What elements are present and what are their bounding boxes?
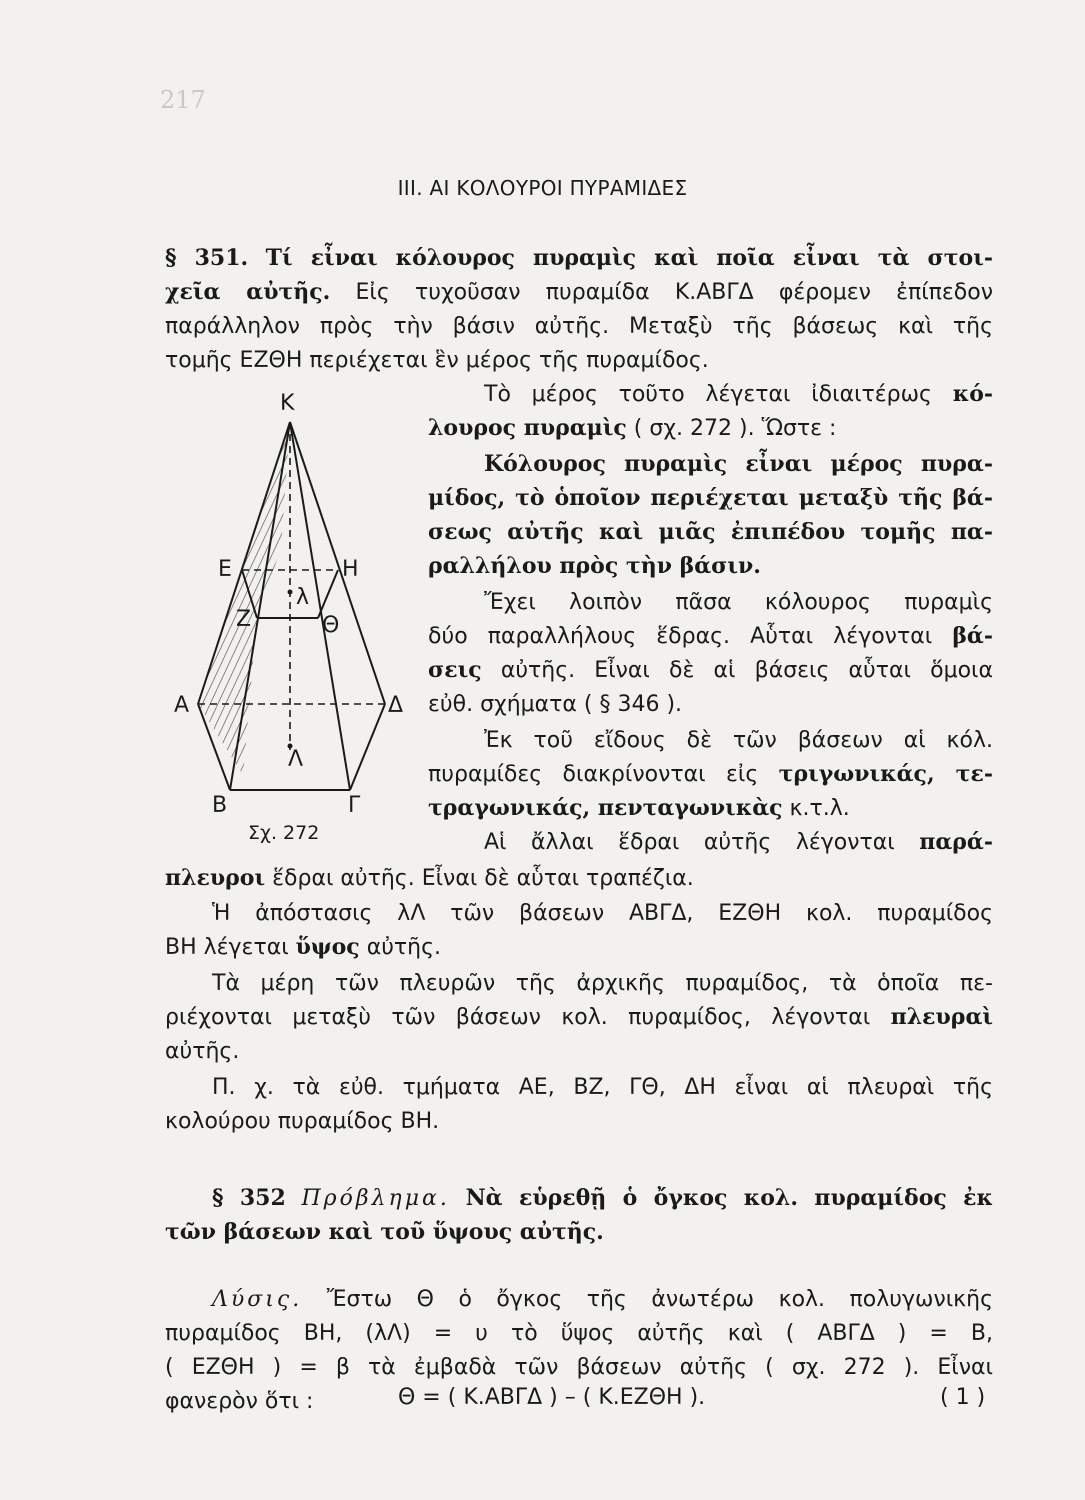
s351-line-3: παράλληλον πρὸς τὴν βάσιν αὐτῆς. Μεταξὺ τῆς βάσεως καὶ τῆς xyxy=(165,314,993,339)
s351-text-6: ( σχ. 272 ). Ὥστε : xyxy=(633,416,837,441)
s351-number: § 351. xyxy=(165,245,249,271)
s351-p11 xyxy=(165,931,993,964)
s351-line-5 xyxy=(484,378,993,411)
s351-title-2: χεῖα αὐτῆς. xyxy=(165,279,331,305)
s352-title-1: Νὰ εὑρεθῇ ὁ ὄγκος κολ. πυραμίδος ἐκ xyxy=(465,1185,994,1211)
s351-p13 xyxy=(165,1001,993,1034)
s351-p6-text: πυραμίδες διακρίνονται εἰς xyxy=(428,762,759,787)
s351-p8-text: Αἱ ἄλλαι ἕδραι αὐτῆς λέγονται xyxy=(484,830,895,855)
label-D: Δ xyxy=(388,693,404,718)
definition-line-3: σεως αὐτῆς καὶ μιᾶς ἐπιπέδου τομῆς πα- xyxy=(428,519,993,545)
s351-p5: Ἐκ τοῦ εἴδους δὲ τῶν βάσεων αἱ κόλ. xyxy=(484,728,993,753)
chapter-heading: III. ΑΙ ΚΟΛΟΥΡΟΙ ΠΥΡΑΜΙΔΕΣ xyxy=(397,176,688,200)
s351-text-2: Εἰς τυχοῦσαν πυραμίδα Κ.ΑΒΓΔ φέρομεν ἐπίπεδον xyxy=(355,280,994,305)
equation-number: ( 1 ) xyxy=(940,1385,986,1410)
s351-p9 xyxy=(165,862,993,895)
s351-p2 xyxy=(428,620,993,653)
label-G: Γ xyxy=(348,793,361,818)
label-L: Λ xyxy=(288,747,304,772)
s352-label: Πρόβλημα. xyxy=(301,1186,450,1211)
s351-line-6 xyxy=(428,412,993,445)
point-l xyxy=(288,590,293,595)
s351-bold-5: κό- xyxy=(952,381,994,407)
label-E: Ε xyxy=(218,557,232,582)
definition-line-2: μίδος, τὸ ὁποῖον περιέχεται μεταξὺ τῆς βά- xyxy=(428,485,993,511)
s351-p8-bold: παρά- xyxy=(919,829,993,855)
solution-line-4: φανερὸν ὅτι : xyxy=(165,1389,314,1414)
s351-p9-text: ἕδραι αὐτῆς. Εἶναι δὲ αὗται τραπέζια. xyxy=(272,866,694,891)
s352-line-1 xyxy=(212,1182,993,1215)
label-Z: Ζ xyxy=(236,607,252,632)
frustum-figure xyxy=(160,380,420,830)
volume-equation: Θ = ( Κ.ΑΒΓΔ ) – ( Κ.ΕΖΘΗ ). xyxy=(398,1385,706,1410)
s351-p14: αὐτῆς. xyxy=(165,1039,240,1064)
label-H: Η xyxy=(342,557,359,582)
hatched-face xyxy=(198,422,290,775)
s351-p13-text: ριέχονται μεταξὺ τῶν βάσεων κολ. πυραμίδος, λέγονται xyxy=(165,1005,871,1030)
page-number: 217 xyxy=(160,86,206,114)
s351-p2-bold: βά- xyxy=(952,623,993,649)
s351-p12: Τὰ μέρη τῶν πλευρῶν τῆς ἀρχικῆς πυραμίδος, τὰ ὁποῖα πε- xyxy=(212,971,993,996)
label-K: Κ xyxy=(280,391,295,416)
s351-bold-6: λουρος πυραμὶς xyxy=(428,415,627,441)
s351-p7 xyxy=(428,792,993,825)
solution-label: Λύσις. xyxy=(212,1287,303,1312)
s351-p11-bold: ὕψος xyxy=(295,934,360,960)
s351-title-1: Τί εἶναι κόλουρος πυραμὶς καὶ ποῖα εἶναι τὰ στοι- xyxy=(265,245,994,271)
s351-p3 xyxy=(428,654,993,687)
definition-line-1: Κόλουρος πυραμὶς εἶναι μέρος πυρα- xyxy=(484,451,993,477)
s351-line-2 xyxy=(165,276,993,309)
s351-p10: Ἡ ἀπόστασις λΛ τῶν βάσεων ΑΒΓΔ, ΕΖΘΗ κολ. πυραμίδος xyxy=(212,901,993,926)
label-B: Β xyxy=(212,793,228,818)
solution-line-1 xyxy=(212,1283,993,1316)
s352-number: § 352 xyxy=(212,1185,286,1211)
edge-KD xyxy=(290,422,385,704)
definition-line-4: ραλλήλου πρὸς τὴν βάσιν. xyxy=(428,553,761,579)
base-GD xyxy=(350,704,385,790)
figure-caption: Σχ. 272 xyxy=(248,822,320,844)
solution-text-1: Ἔστω Θ ὁ ὄγκος τῆς ἀνωτέρω κολ. πολυγωνικῆς xyxy=(326,1287,993,1312)
s351-p7-bold: τραγωνικάς, πενταγωνικὰς xyxy=(428,795,783,821)
top-ThH xyxy=(318,570,338,618)
s351-p3-bold: σεις xyxy=(428,657,482,683)
s351-p9-bold: πλευροι xyxy=(165,865,266,891)
s351-p2-text: δύο παραλλήλους ἕδρας. Αὗται λέγονται xyxy=(428,624,933,649)
solution-line-2: πυραμίδος ΒΗ, (λΛ) = υ τὸ ὕψος αὐτῆς καὶ ( ΑΒΓΔ ) = Β, xyxy=(165,1321,993,1346)
s351-line-1 xyxy=(165,242,993,275)
s351-text-5: Τὸ μέρος τοῦτο λέγεται ἰδιαιτέρως xyxy=(484,382,932,407)
label-Th: Θ xyxy=(322,613,340,638)
s351-p11-rest: αὐτῆς. xyxy=(366,935,442,960)
solution-line-3: ( ΕΖΘΗ ) = β τὰ ἐμβαδὰ τῶν βάσεων αὐτῆς ( σχ. 272 ). Εἶναι xyxy=(165,1355,993,1380)
s351-p1: Ἔχει λοιπὸν πᾶσα κόλουρος πυραμὶς xyxy=(484,590,993,615)
s351-p11-text: ΒΗ λέγεται xyxy=(165,935,289,960)
s351-p16: κολούρου πυραμίδος ΒΗ. xyxy=(165,1109,440,1134)
s351-p8 xyxy=(484,826,993,859)
s351-p15: Π. χ. τὰ εὐθ. τμήματα ΑΕ, ΒΖ, ΓΘ, ΔΗ εἶναι αἱ πλευραὶ τῆς xyxy=(212,1075,993,1100)
s351-p6-bold: τριγωνικάς, τε- xyxy=(778,761,993,787)
label-l: λ xyxy=(296,585,310,610)
s352-title-2: τῶν βάσεων καὶ τοῦ ὕψους αὐτῆς. xyxy=(165,1219,604,1245)
s351-p4: εὐθ. σχήματα ( § 346 ). xyxy=(428,692,683,717)
s351-p7-text: κ.τ.λ. xyxy=(789,796,850,821)
s351-line-4: τομῆς ΕΖΘΗ περιέχεται ἓν μέρος τῆς πυραμίδος. xyxy=(165,348,709,373)
label-A: Α xyxy=(174,693,190,718)
s351-p6 xyxy=(428,758,993,791)
s351-p3-text: αὐτῆς. Εἶναι δὲ αἱ βάσεις αὗται ὅμοια xyxy=(500,658,993,683)
s351-p13-bold: πλευραὶ xyxy=(890,1004,994,1030)
